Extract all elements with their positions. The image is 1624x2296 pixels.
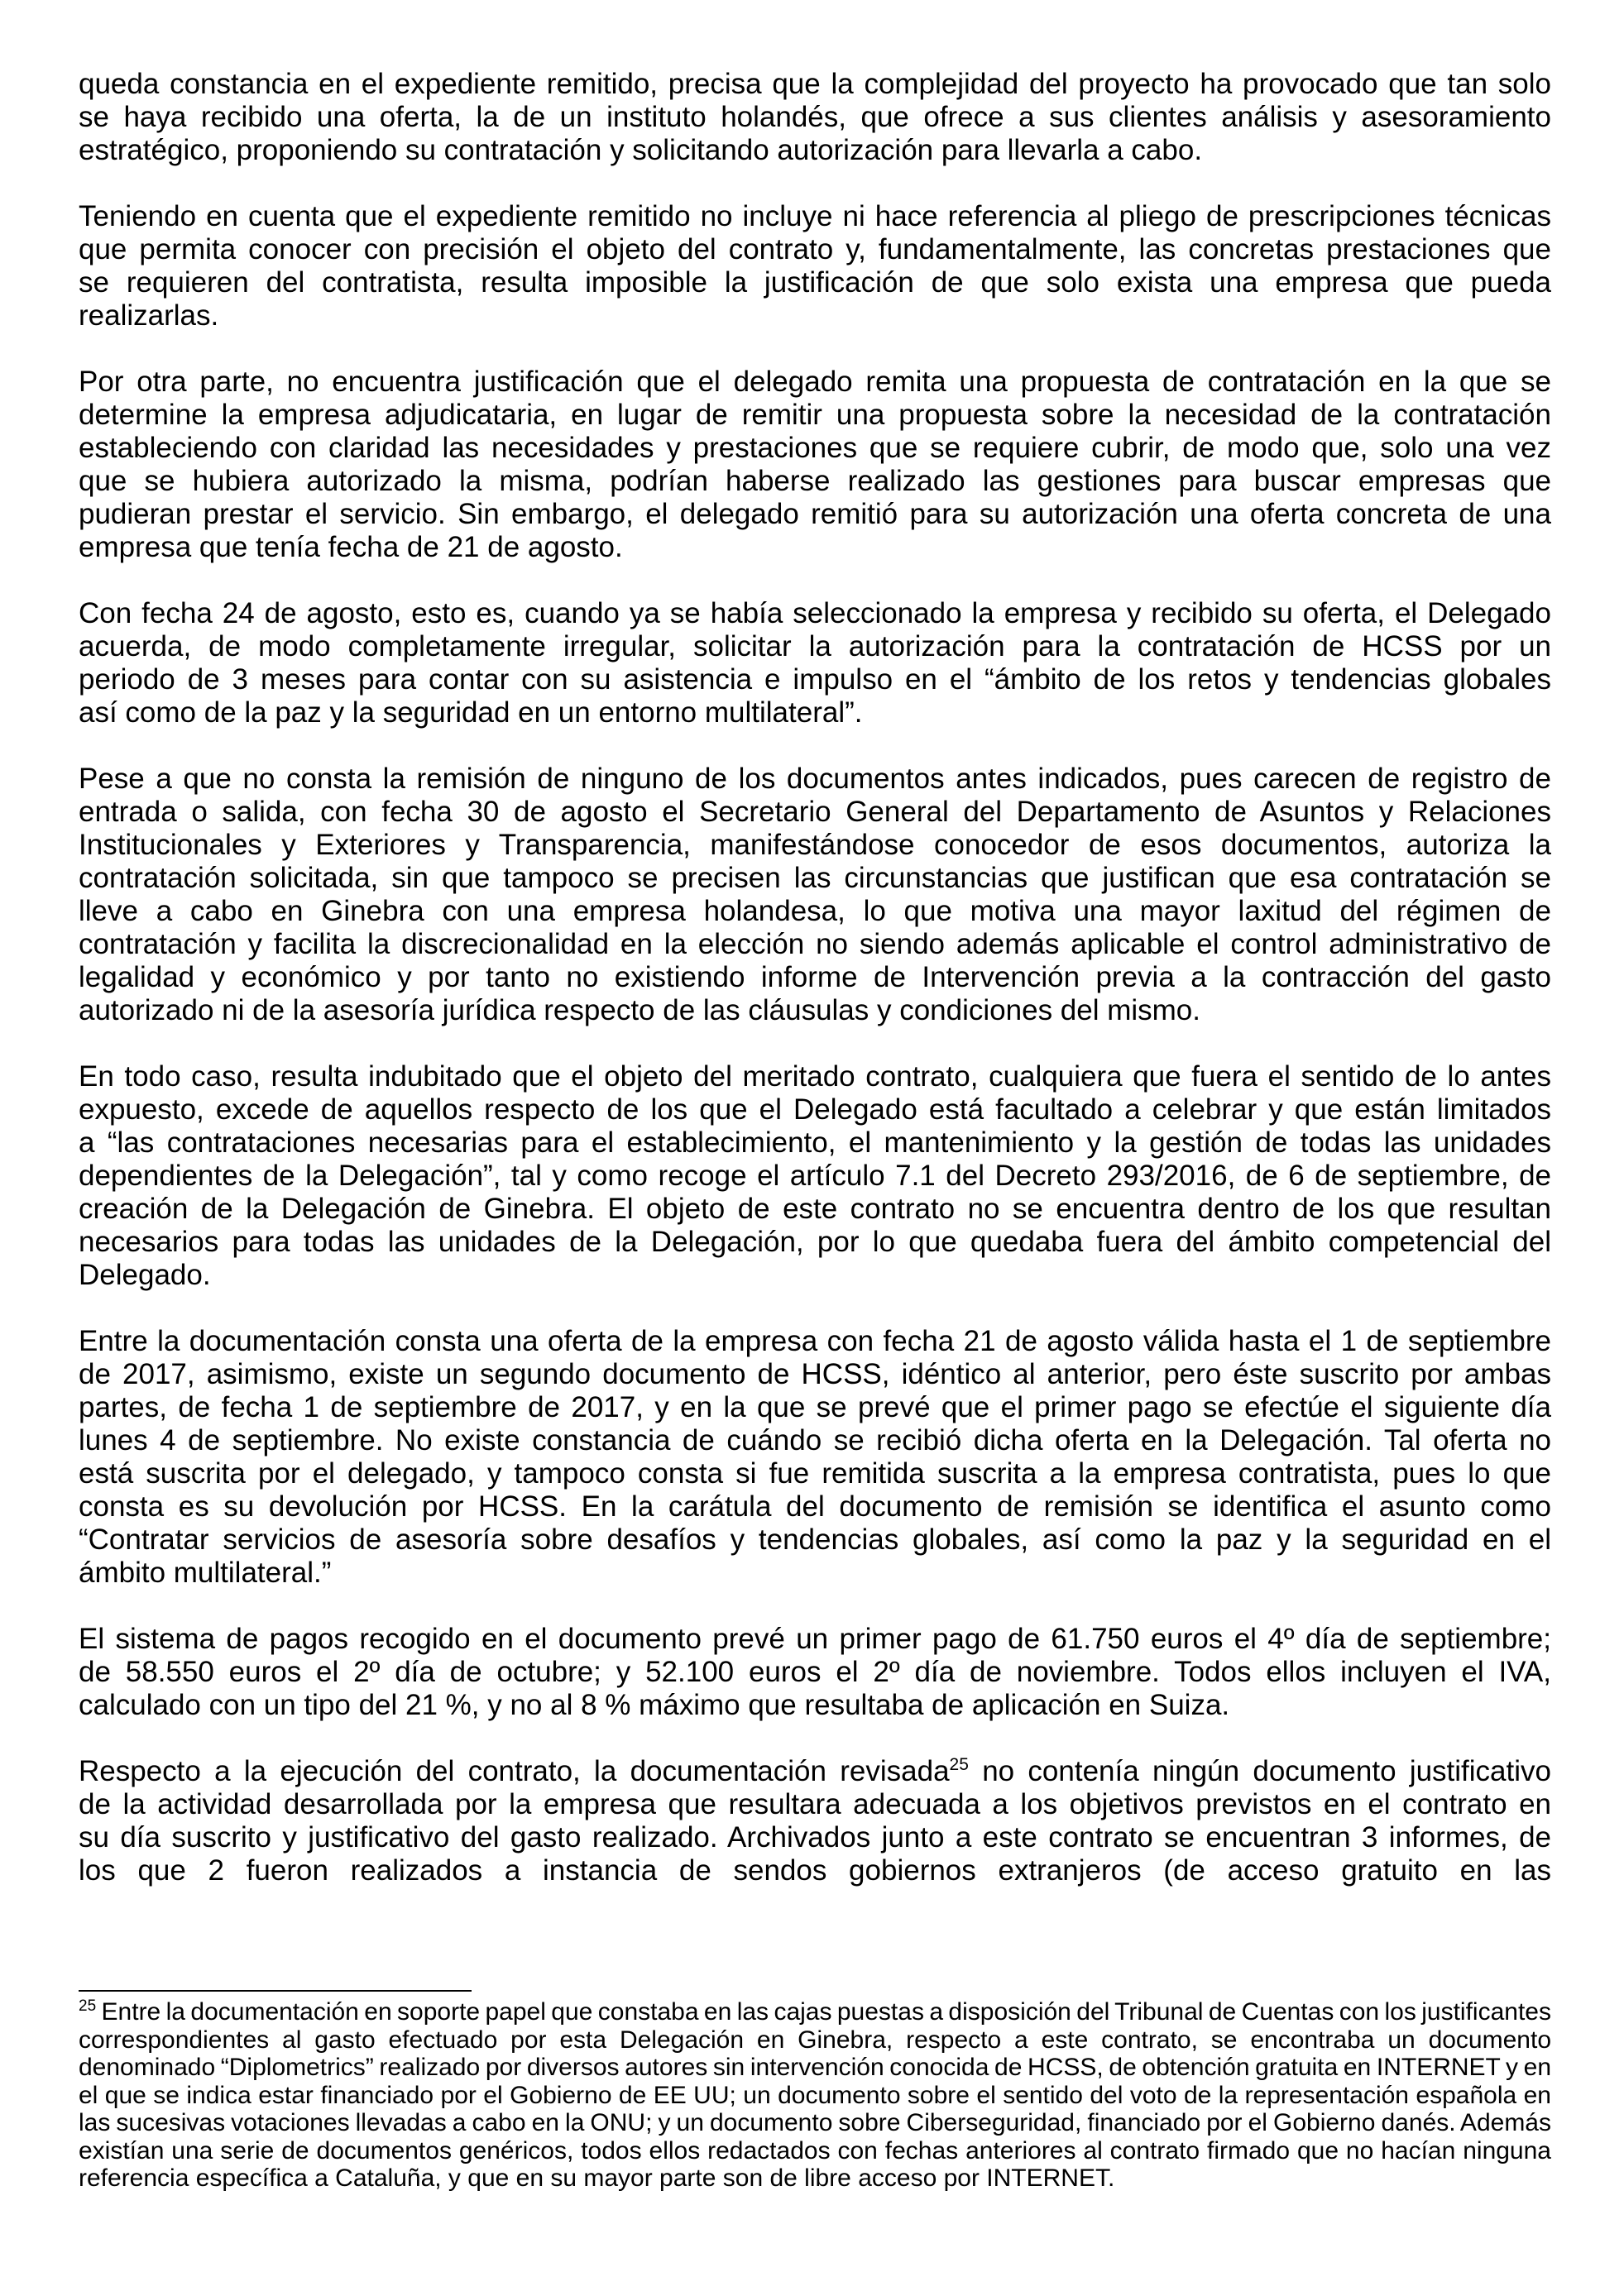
text-segment: Entre la documentación en soporte papel que constaba en las cajas puestas a disposición del Tribunal de Cuentas con los justificantes xyxy=(96,1998,1551,2026)
text-line: se haya recibido una oferta, la de un instituto holandés, que ofrece a sus clientes análisis y asesoramiento xyxy=(79,101,1551,133)
footnote-separator xyxy=(79,1990,472,1992)
text-line: queda constancia en el expediente remitido, precisa que la complejidad del proyecto ha provocado que tan solo xyxy=(79,68,1551,100)
text-line: pudieran prestar el servicio. Sin embargo, el delegado remitió para su autorización una oferta concreta de una xyxy=(79,498,1551,530)
paragraph xyxy=(79,763,1551,1027)
text-line: de 58.550 euros el 2º día de octubre; y 52.100 euros el 2º día de noviembre. Todos ellos incluyen el IVA, xyxy=(79,1656,1551,1688)
footnote-reference: 25 xyxy=(949,1755,969,1774)
paragraph xyxy=(79,200,1551,332)
text-line: Con fecha 24 de agosto, esto es, cuando ya se había seleccionado la empresa y recibido su oferta, el Delegado xyxy=(79,597,1551,629)
text-line: acuerda, de modo completamente irregular, solicitar la autorización para la contratación de HCSS por un xyxy=(79,630,1551,662)
text-line: ámbito multilateral.” xyxy=(79,1557,332,1589)
text-line: así como de la paz y la seguridad en un entorno multilateral”. xyxy=(79,696,863,729)
text-line: estratégico, proponiendo su contratación y solicitando autorización para llevarla a cabo. xyxy=(79,134,1203,166)
text-line: “Contratar servicios de asesoría sobre desafíos y tendencias globales, así como la paz y la seguridad en el xyxy=(79,1523,1551,1556)
text-line: se requieren del contratista, resulta imposible la justificación de que solo exista una empresa que pueda xyxy=(79,266,1551,299)
text-line: realizarlas. xyxy=(79,299,219,332)
text-line: Entre la documentación consta una oferta de la empresa con fecha 21 de agosto válida hasta el 1 de septiembre xyxy=(79,1325,1551,1357)
paragraph xyxy=(79,1755,1551,1887)
text-line: entrada o salida, con fecha 30 de agosto el Secretario General del Departamento de Asuntos y Relaciones xyxy=(79,796,1551,828)
text-line: Institucionales y Exteriores y Transparencia, manifestándose conocedor de esos documentos, autoriza la xyxy=(79,829,1551,861)
paragraph xyxy=(79,1060,1551,1292)
text-segment: Respecto a la ejecución del contrato, la documentación revisada xyxy=(79,1755,950,1787)
text-line: contratación y facilita la discrecionalidad en la elección no siendo además aplicable el control administrativo de xyxy=(79,928,1551,960)
text-line: partes, de fecha 1 de septiembre de 2017, y en la que se prevé que el primer pago se efectúe el siguiente día xyxy=(79,1391,1551,1423)
text-line xyxy=(79,1755,1551,1788)
paragraph xyxy=(79,68,1551,167)
text-line: necesarios para todas las unidades de la Delegación, por lo que quedaba fuera del ámbito competencial del xyxy=(79,1226,1551,1258)
text-line: lleve a cabo en Ginebra con una empresa holandesa, lo que motiva una mayor laxitud del régimen de xyxy=(79,895,1551,927)
text-line: consta es su devolución por HCSS. En la carátula del documento de remisión se identifica el asunto como xyxy=(79,1490,1551,1523)
paragraph xyxy=(79,597,1551,729)
text-line: El sistema de pagos recogido en el documento prevé un primer pago de 61.750 euros el 4º día de septiembre; xyxy=(79,1623,1551,1655)
text-line: periodo de 3 meses para contar con su asistencia e impulso en el “ámbito de los retos y tendencias globales xyxy=(79,663,1551,696)
footnote-line: denominado “Diplometrics” realizado por diversos autores sin intervención conocida de HCSS, de obtención gratuita en INTERNET y en xyxy=(79,2054,1551,2081)
text-line: que se hubiera autorizado la misma, podrían haberse realizado las gestiones para buscar empresas que xyxy=(79,465,1551,497)
text-line: expuesto, excede de aquellos respecto de los que el Delegado está facultado a celebrar y que están limitados xyxy=(79,1093,1551,1126)
footnote-number: 25 xyxy=(79,1997,97,2015)
text-line: En todo caso, resulta indubitado que el objeto del meritado contrato, cualquiera que fuera el sentido de lo antes xyxy=(79,1060,1551,1093)
text-line: está suscrita por el delegado, y tampoco consta si fue remitida suscrita a la empresa contratista, pues lo que xyxy=(79,1457,1551,1490)
text-line: Por otra parte, no encuentra justificación que el delegado remita una propuesta de contratación en la que se xyxy=(79,366,1551,398)
footnote xyxy=(79,1998,1551,2193)
text-line: lunes 4 de septiembre. No existe constancia de cuándo se recibió dicha oferta en la Delegación. Tal oferta no xyxy=(79,1424,1551,1457)
footnote-line xyxy=(79,1998,1551,2026)
text-line: determine la empresa adjudicataria, en lugar de remitir una propuesta sobre la necesidad de la contratación xyxy=(79,399,1551,431)
text-line: su día suscrito y justificativo del gasto realizado. Archivados junto a este contrato se encuentran 3 informes, de xyxy=(79,1821,1551,1854)
text-line: que permita conocer con precisión el objeto del contrato y, fundamentalmente, las concretas prestaciones que xyxy=(79,233,1551,265)
text-line: Teniendo en cuenta que el expediente remitido no incluye ni hace referencia al pliego de prescripciones técnicas xyxy=(79,200,1551,232)
text-line: dependientes de la Delegación”, tal y como recoge el artículo 7.1 del Decreto 293/2016, de 6 de septiembre, de xyxy=(79,1160,1551,1192)
paragraph xyxy=(79,366,1551,564)
paragraph xyxy=(79,1623,1551,1722)
text-line: empresa que tenía fecha de 21 de agosto. xyxy=(79,531,623,563)
text-line: estableciendo con claridad las necesidades y prestaciones que se requiere cubrir, de modo que, solo una vez xyxy=(79,432,1551,464)
text-line: calculado con un tipo del 21 %, y no al 8 % máximo que resultaba de aplicación en Suiza. xyxy=(79,1689,1230,1721)
text-line: autorizado ni de la asesoría jurídica respecto de las cláusulas y condiciones del mismo. xyxy=(79,994,1200,1026)
footnote-line: referencia específica a Cataluña, y que en su mayor parte son de libre acceso por INTERNET. xyxy=(79,2164,1115,2192)
text-line: legalidad y económico y por tanto no existiendo informe de Intervención previa a la contracción del gasto xyxy=(79,961,1551,993)
footnote-line: las sucesivas votaciones llevadas a cabo en la ONU; y un documento sobre Ciberseguridad, financiado por el Gobierno danés. Además xyxy=(79,2109,1551,2136)
footnote-line: el que se indica estar financiado por el Gobierno de EE UU; un documento sobre el sentido del voto de la representación española en xyxy=(79,2081,1551,2109)
footnote-line: existían una serie de documentos genéricos, todos ellos redactados con fechas anteriores al contrato firmado que no hacían ninguna xyxy=(79,2136,1551,2164)
text-line: los que 2 fueron realizados a instancia de sendos gobiernos extranjeros (de acceso gratuito en las xyxy=(79,1854,1551,1887)
text-line: de la actividad desarrollada por la empresa que resultara adecuada a los objetivos previstos en el contrato en xyxy=(79,1788,1551,1820)
text-segment: no contenía ningún documento justificativo xyxy=(968,1755,1551,1787)
body-text xyxy=(79,68,1551,1921)
text-line: Delegado. xyxy=(79,1259,211,1291)
text-line: a “las contrataciones necesarias para el establecimiento, el mantenimiento y la gestión de todas las unidades xyxy=(79,1126,1551,1159)
text-line: Pese a que no consta la remisión de ninguno de los documentos antes indicados, pues carecen de registro de xyxy=(79,763,1551,795)
paragraph xyxy=(79,1325,1551,1590)
text-line: creación de la Delegación de Ginebra. El objeto de este contrato no se encuentra dentro de los que resultan xyxy=(79,1193,1551,1225)
text-line: de 2017, asimismo, existe un segundo documento de HCSS, idéntico al anterior, pero éste suscrito por ambas xyxy=(79,1358,1551,1390)
footnote-line: correspondientes al gasto efectuado por esta Delegación en Ginebra, respecto a este contrato, se encontraba un documento xyxy=(79,2026,1551,2054)
text-line: contratación solicitada, sin que tampoco se precisen las circunstancias que justifican que esa contratación se xyxy=(79,862,1551,894)
